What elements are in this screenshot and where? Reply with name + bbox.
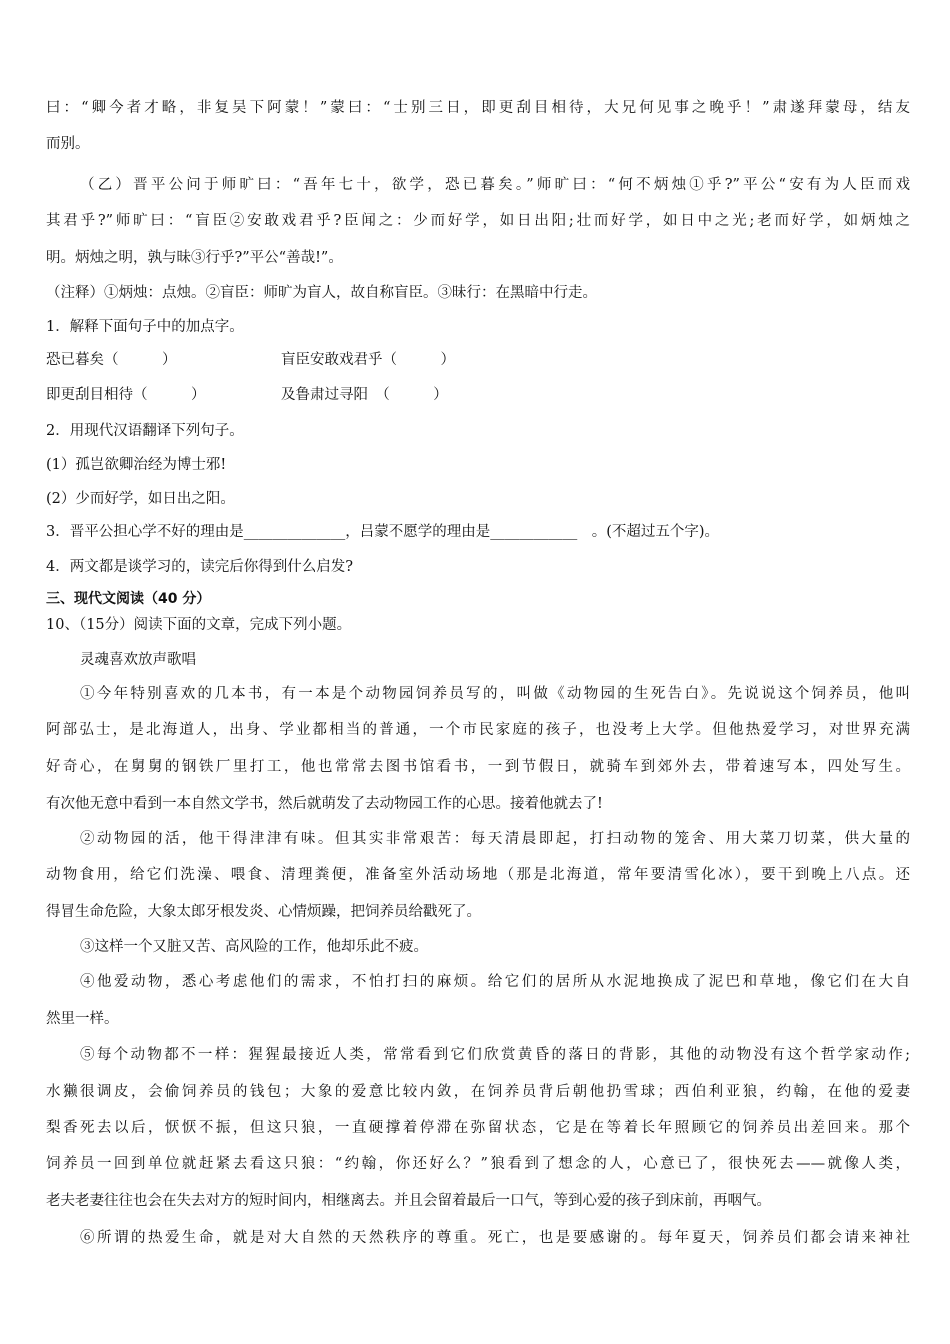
text-b-line-2: 其君乎?”师旷曰：“盲臣②安敢戏君乎?臣闻之：少而好学，如日出阳;壮而好学，如日中之光;老而好学，如炳烛之 <box>46 213 910 229</box>
article-p3: ③这样一个又脏又苦、高风险的工作，他却乐此不疲。 <box>80 939 428 955</box>
annotation-notes: （注释）①炳烛：点烛。②盲臣：师旷为盲人，故自称盲臣。③昧行：在黑暗中行走。 <box>46 285 597 301</box>
text-b-line-1: （乙）晋平公问于师旷曰：“吾年七十，欲学，恐已暮矣。”师旷曰：“何不炳烛①乎?”平公“安有为人臣而戏 <box>80 177 910 193</box>
question-10-stem: 10、（15分）阅读下面的文章，完成下列小题。 <box>46 617 352 633</box>
article-p6-line-1: ⑥所谓的热爱生命，就是对大自然的天然秩序的尊重。死亡，也是要感谢的。每年夏天，饲养员们都会请来神社 <box>80 1230 910 1246</box>
question-1-item-c: 即更刮目相待（ ） <box>46 387 206 403</box>
article-p1-line-2: 阿部弘士，是北海道人，出身、学业都相当的普通，一个市民家庭的孩子，也没考上大学。但他热爱学习，对世界充满 <box>46 722 910 738</box>
article-p5-line-4: 饲养员一回到单位就赶紧去看这只狼：“约翰，你还好么？”狼看到了想念的人，心意已了，很快死去——就像人类， <box>46 1156 910 1172</box>
article-p2-line-1: ②动物园的活，他干得津津有味。但其实非常艰苦：每天清晨即起，打扫动物的笼舍、用大菜刀切菜，供大量的 <box>80 831 910 847</box>
question-2-sentence-1: (1）孤岂欲卿治经为博士邪! <box>46 457 227 473</box>
article-p4-line-1: ④他爱动物，悉心考虑他们的需求，不怕打扫的麻烦。给它们的居所从水泥地换成了泥巴和草地，像它们在大自 <box>80 974 910 990</box>
article-p5-line-3: 梨香死去以后，恹恹不振，但这只狼，一直硬撑着停滞在弥留状态，它是在等着长年照顾它的饲养员出差回来。那个 <box>46 1120 910 1136</box>
text-b-line-3: 明。炳烛之明，孰与昧③行乎?”平公“善哉!”。 <box>46 250 343 266</box>
question-1-item-a: 恐已暮矣（ ） <box>46 352 177 368</box>
section-3-heading: 三、现代文阅读（40 分） <box>46 591 211 607</box>
article-p1-line-1: ①今年特别喜欢的几本书，有一本是个动物园饲养员写的，叫做《动物园的生死告白》。先说说这个饲养员，他叫 <box>80 686 910 702</box>
question-2-sentence-2: (2）少而好学，如日出之阳。 <box>46 491 235 507</box>
question-1-item-d: 及鲁肃过寻阳 （ ） <box>281 387 448 403</box>
article-title: 灵魂喜欢放声歌唱 <box>80 652 196 668</box>
text-a-line-1: 曰：“卿今者才略，非复吴下阿蒙！”蒙曰：“士别三日，即更刮目相待，大兄何见事之晚乎！”肃遂拜蒙母，结友 <box>46 100 910 116</box>
question-1-stem: 1．解释下面句子中的加点字。 <box>46 319 244 335</box>
text-a-line-2: 而别。 <box>46 136 90 152</box>
article-p1-line-3: 好奇心，在舅舅的钢铁厂里打工，他也常常去图书馆看书，一到节假日，就骑车到郊外去，带着速写本，四处写生。 <box>46 759 910 775</box>
question-4: 4．两文都是谈学习的，读完后你得到什么启发? <box>46 559 353 575</box>
article-p5-line-5: 老夫老妻往往也会在失去对方的短时间内，相继离去。并且会留着最后一口气，等到心爱的孩子到床前，再咽气。 <box>46 1193 771 1209</box>
article-p1-line-4: 有次他无意中看到一本自然文学书，然后就萌发了去动物园工作的心思。接着他就去了! <box>46 796 603 812</box>
article-p5-line-1: ⑤每个动物都不一样：猩猩最接近人类，常常看到它们欣赏黄昏的落日的背影，其他的动物没有这个哲学家动作; <box>80 1047 910 1063</box>
question-1-item-b: 盲臣安敢戏君乎（ ） <box>281 352 455 368</box>
article-p2-line-2: 动物食用，给它们洗澡、喂食、清理粪便，准备室外活动场地（那是北海道，常年要清雪化冰），要干到晚上八点。还 <box>46 867 910 883</box>
article-p2-line-3: 得冒生命危险，大象太郎牙根发炎、心情烦躁，把饲养员给戳死了。 <box>46 904 481 920</box>
article-p4-line-2: 然里一样。 <box>46 1011 119 1027</box>
question-2-stem: 2．用现代汉语翻译下列句子。 <box>46 423 244 439</box>
question-3: 3．晋平公担心学不好的理由是______________，吕蒙不愿学的理由是____________ 。(不超过五个字)。 <box>46 524 720 540</box>
article-p5-line-2: 水獭很调皮，会偷饲养员的钱包；大象的爱意比较内敛，在饲养员背后朝他扔雪球；西伯利亚狼，约翰，在他的爱妻 <box>46 1084 910 1100</box>
